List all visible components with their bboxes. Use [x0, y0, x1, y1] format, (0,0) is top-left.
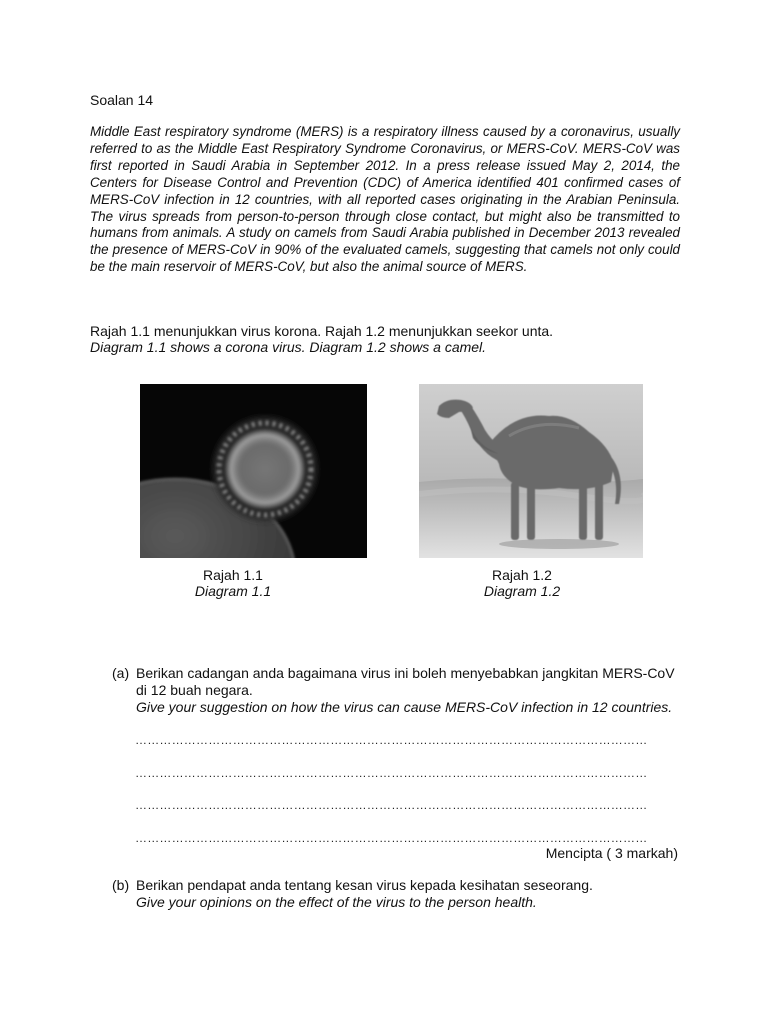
- part-a-text-malay: Berikan cadangan anda bagaimana virus ini boleh menyebabkan jangkitan MERS-CoV di 12 buah negara.: [136, 665, 675, 698]
- part-a-letter: (a): [112, 665, 130, 681]
- marks-label: Mencipta ( 3 markah): [545, 845, 678, 861]
- part-b-letter: (b): [112, 877, 130, 893]
- camel-image: [419, 384, 643, 558]
- question-part-a: [112, 665, 682, 716]
- answer-line-1[interactable]: ………………………………………………………………………………………………………………: [135, 733, 648, 747]
- answer-line-4[interactable]: ………………………………………………………………………………………………………………: [135, 831, 648, 845]
- figure-label-1: [173, 567, 293, 599]
- figure-label-1-malay: Rajah 1.1: [203, 567, 263, 583]
- coronavirus-illustration: [140, 384, 367, 558]
- answer-line-3[interactable]: ………………………………………………………………………………………………………………: [135, 798, 648, 812]
- part-b-text-english: Give your opinions on the effect of the virus to the person health.: [136, 894, 537, 910]
- figure-label-1-english: Diagram 1.1: [194, 583, 272, 599]
- part-a-text-english: Give your suggestion on how the virus can cause MERS-CoV infection in 12 countries.: [136, 699, 673, 715]
- part-b-text-malay: Berikan pendapat anda tentang kesan virus kepada kesihatan seseorang.: [136, 877, 593, 893]
- figure-label-2-english: Diagram 1.2: [483, 583, 561, 599]
- answer-line-2[interactable]: ………………………………………………………………………………………………………………: [135, 766, 648, 780]
- figure-caption-english: Diagram 1.1 shows a corona virus. Diagram 1.2 shows a camel.: [90, 339, 487, 355]
- figure-label-2: [462, 567, 582, 599]
- coronavirus-image: [140, 384, 367, 558]
- camel-illustration: [419, 384, 643, 558]
- figure-label-2-malay: Rajah 1.2: [492, 567, 552, 583]
- question-part-b: [112, 877, 682, 911]
- figure-caption-malay: Rajah 1.1 menunjukkan virus korona. Rajah 1.2 menunjukkan seekor unta.: [90, 323, 554, 339]
- question-number: Soalan 14: [90, 92, 154, 108]
- intro-paragraph: Middle East respiratory syndrome (MERS) is a respiratory illness caused by a coronavirus, usually referred to as the Middle East Respiratory Syndrome Coronavirus, or MERS-CoV. MERS-CoV was first reported in Saudi Arabia in September 2012. In a press release issued May 2, 2014, the Centers for Disease Control and Prevention (CDC) of America identified 401 confirmed cases of MERS-CoV infection in 12 countries, with all reported cases originating in the Arabian Peninsula. The virus spreads from person-to-person through close contact, but might also be transmitted to humans from animals. A study on camels from Saudi Arabia published in December 2013 revealed the presence of MERS-CoV in 90% of the evaluated camels, suggesting that camels not only could be the main reservoir of MERS-CoV, but also the animal source of MERS.: [90, 124, 680, 275]
